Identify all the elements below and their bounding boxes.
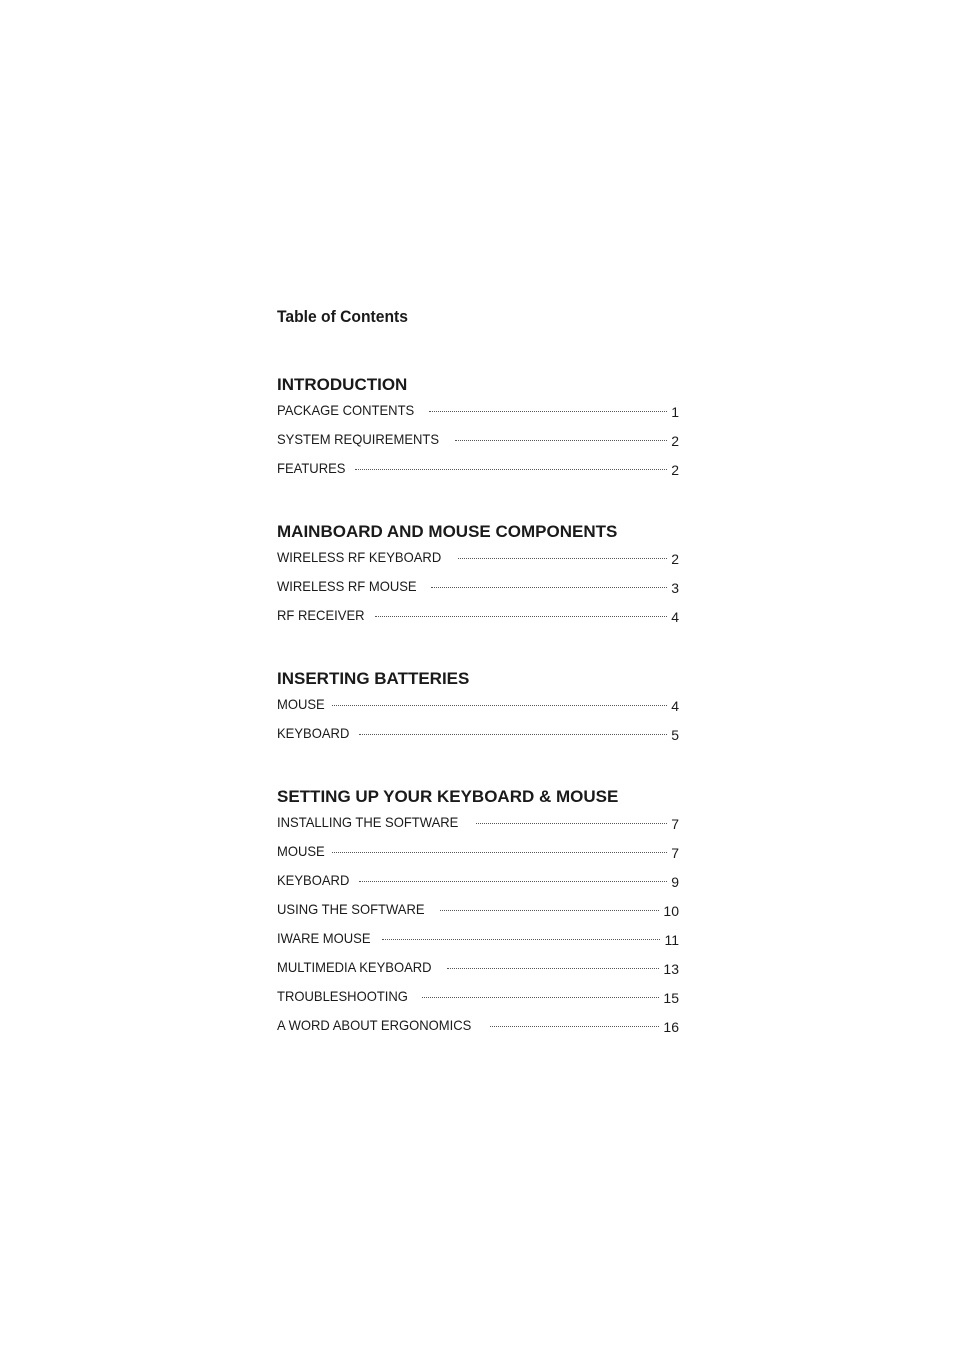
page-number: 7 (671, 845, 679, 861)
entry-label: FEATURES (277, 460, 346, 476)
entry-label: A WORD ABOUT ERGONOMICS (277, 1017, 472, 1033)
toc-entry (277, 578, 679, 607)
entry-label: TROUBLESHOOTING (277, 988, 408, 1004)
entry-label: RF RECEIVER (277, 607, 365, 623)
entry-label: MULTIMEDIA KEYBOARD (277, 959, 432, 975)
page-number: 4 (671, 698, 679, 714)
toc-entry (277, 988, 679, 1017)
entry-label: IWARE MOUSE (277, 930, 371, 946)
table-of-contents (277, 306, 679, 1078)
dot-leader (355, 469, 667, 470)
page-number: 11 (664, 932, 679, 948)
dot-leader (422, 997, 660, 998)
section-introduction (277, 374, 679, 489)
toc-entry (277, 814, 679, 843)
entry-label: MOUSE (277, 696, 325, 712)
toc-entry (277, 725, 679, 754)
toc-entry (277, 1017, 679, 1046)
dot-leader (431, 587, 667, 588)
toc-entry (277, 549, 679, 578)
page-number: 2 (671, 462, 679, 478)
toc-entry (277, 930, 679, 959)
dot-leader (359, 734, 667, 735)
toc-entry (277, 402, 679, 431)
dot-leader (359, 881, 667, 882)
entry-label: WIRELESS RF MOUSE (277, 578, 417, 594)
page-number: 16 (663, 1019, 679, 1035)
section-heading: MAINBOARD AND MOUSE COMPONENTS (277, 522, 618, 541)
section-setting-up (277, 786, 679, 1046)
entry-label: INSTALLING THE SOFTWARE (277, 814, 459, 830)
dot-leader (382, 939, 661, 940)
toc-entry (277, 607, 679, 636)
entry-label: SYSTEM REQUIREMENTS (277, 431, 440, 447)
toc-entry (277, 959, 679, 988)
page-number: 5 (671, 727, 679, 743)
section-inserting-batteries (277, 668, 679, 754)
page-number: 2 (671, 551, 679, 567)
toc-entry (277, 872, 679, 901)
toc-entry (277, 696, 679, 725)
page-number: 4 (671, 609, 679, 625)
page-number: 10 (663, 903, 679, 919)
dot-leader (447, 968, 659, 969)
section-mainboard-components (277, 521, 679, 636)
page-number: 3 (671, 580, 679, 596)
entry-label: PACKAGE CONTENTS (277, 402, 415, 418)
page-number: 7 (671, 816, 679, 832)
section-heading: INSERTING BATTERIES (277, 669, 470, 688)
page-number: 13 (663, 961, 679, 977)
dot-leader (440, 910, 660, 911)
toc-entry (277, 431, 679, 460)
entry-label: KEYBOARD (277, 872, 350, 888)
dot-leader (332, 852, 667, 853)
page-number: 2 (671, 433, 679, 449)
entry-label: USING THE SOFTWARE (277, 901, 425, 917)
dot-leader (455, 440, 667, 441)
toc-entry (277, 460, 679, 489)
dot-leader (332, 705, 667, 706)
dot-leader (490, 1026, 659, 1027)
dot-leader (429, 411, 667, 412)
page-number: 9 (671, 874, 679, 890)
entry-label: MOUSE (277, 843, 325, 859)
dot-leader (476, 823, 667, 824)
dot-leader (375, 616, 667, 617)
section-heading: SETTING UP YOUR KEYBOARD & MOUSE (277, 787, 619, 806)
entry-label: KEYBOARD (277, 725, 350, 741)
entry-label: WIRELESS RF KEYBOARD (277, 549, 442, 565)
section-heading: INTRODUCTION (277, 375, 408, 394)
toc-entry (277, 843, 679, 872)
dot-leader (458, 558, 667, 559)
page-number: 1 (671, 404, 679, 420)
page-number: 15 (663, 990, 679, 1006)
toc-entry (277, 901, 679, 930)
page-title: Table of Contents (277, 307, 408, 326)
